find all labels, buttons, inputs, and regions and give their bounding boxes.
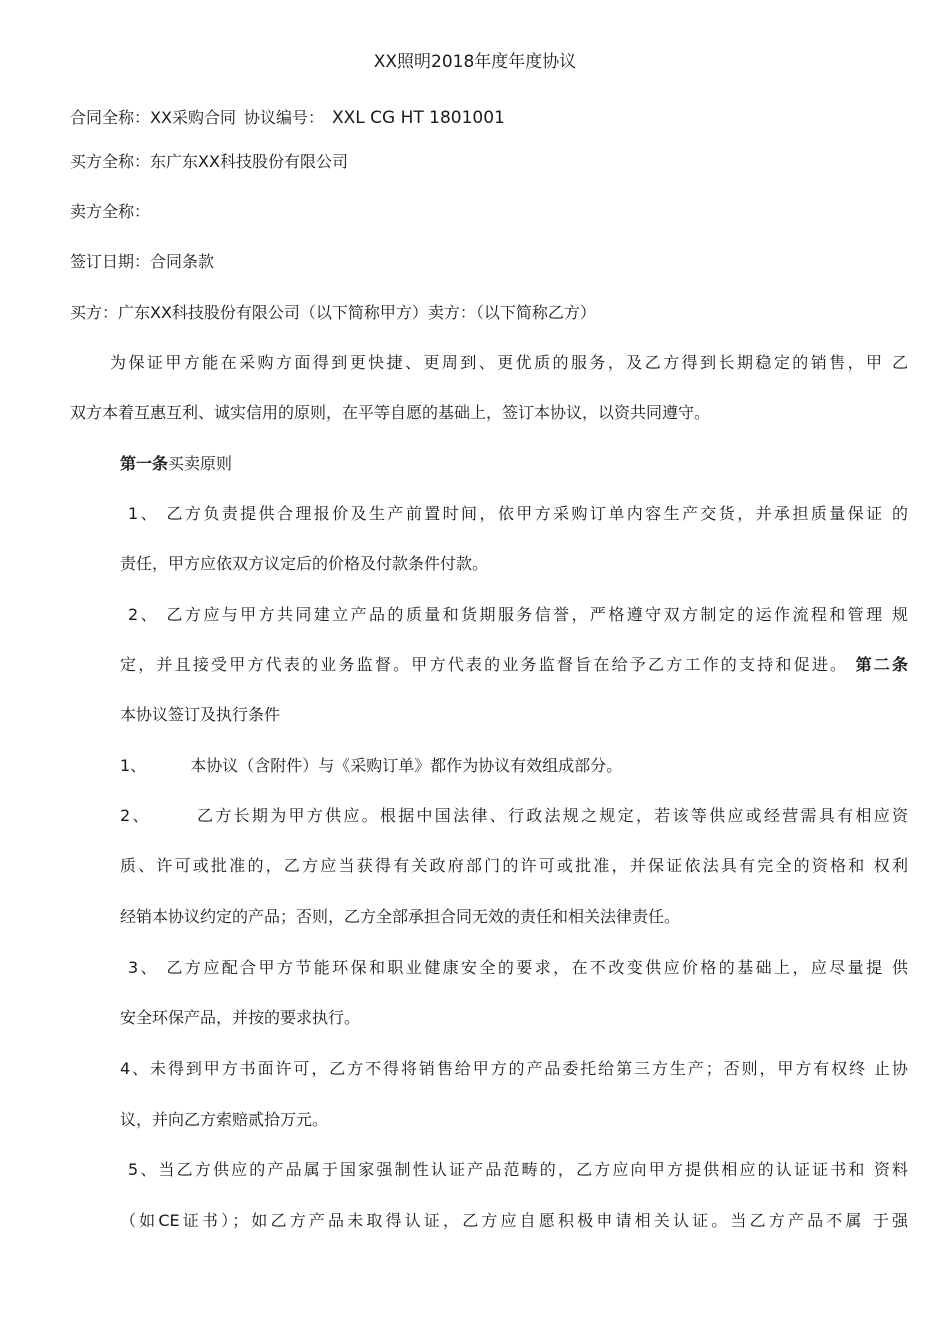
sign-date-label: 签订日期：	[70, 252, 151, 271]
article-2-item-3-line-1: 3、 乙方应配合甲方节能环保和职业健康安全的要求，在不改变供应价格的基础上，应尽量提 供	[128, 958, 908, 977]
article-2-item-2-number: 2、	[120, 806, 151, 825]
intro-paragraph-line-1: 为保证甲方能在采购方面得到更快捷、更周到、更优质的服务，及乙方得到长期稳定的销售，甲 乙	[110, 353, 908, 372]
article-1-item-2-line-1: 2、 乙方应与甲方共同建立产品的质量和货期服务信誉，严格遵守双方制定的运作流程和管理 规	[128, 605, 908, 624]
article-2-item-1-text: 本协议（含附件）与《采购订单》都作为协议有效组成部分。	[190, 756, 623, 775]
article-2-item-1-number: 1、	[120, 756, 147, 775]
article-2-item-1	[120, 755, 622, 777]
article-1-heading-bold: 第一条	[120, 454, 169, 473]
agreement-no-value: XXL CG HT 1801001	[331, 108, 505, 128]
article-2-item-4-line-1: 4、未得到甲方书面许可，乙方不得将销售给甲方的产品委托给第三方生产；否则，甲方有权终 止协	[120, 1059, 908, 1078]
buyer-label: 买方全称：	[70, 152, 151, 171]
article-2-item-2-line-2: 质、许可或批准的，乙方应当获得有关政府部门的许可或批准，并保证依法具有完全的资格和 权利	[120, 856, 908, 875]
contract-name-value: XX采购合同	[150, 108, 236, 127]
agreement-no-label: 协议编号：	[243, 108, 324, 127]
buyer-line	[70, 151, 348, 173]
intro-paragraph-line-2: 双方本着互惠互利、诚实信用的原则，在平等自愿的基础上，签订本协议，以资共同遵守。	[70, 403, 711, 422]
sign-date-line	[70, 251, 214, 273]
contract-name-line	[70, 107, 505, 129]
sign-date-value: 合同条款	[150, 252, 215, 271]
buyer-value: 东广东XX科技股份有限公司	[150, 152, 348, 171]
article-2-item-3-line-2: 安全环保产品，并按的要求执行。	[120, 1008, 361, 1027]
article-1-item-2-line-2-text: 定，并且接受甲方代表的业务监督。甲方代表的业务监督旨在给予乙方工作的支持和促进。	[120, 655, 849, 674]
article-1-item-1-line-2: 责任，甲方应依双方议定后的价格及付款条件付款。	[120, 554, 489, 573]
article-2-item-5-line-2: （如CE证书）；如乙方产品未取得认证，乙方应自愿积极申请相关认证。当乙方产品不属 于强	[120, 1211, 908, 1230]
article-2-item-2-line-3: 经销本协议约定的产品；否则，乙方全部承担合同无效的责任和相关法律责任。	[120, 907, 681, 926]
seller-line	[70, 201, 150, 223]
seller-label: 卖方全称：	[70, 202, 151, 221]
article-2-item-2-line-1-text: 乙方长期为甲方供应。根据中国法律、行政法规之规定，若该等供应或经营需具有相应资	[194, 806, 908, 825]
article-2-item-2-line-1	[120, 805, 908, 827]
contract-name-label: 合同全称：	[70, 108, 151, 127]
article-2-heading: 本协议签订及执行条件	[120, 705, 281, 724]
article-1-heading-text: 买卖原则	[168, 454, 233, 473]
article-1-item-2-line-2	[120, 654, 908, 676]
parties-line: 买方：广东XX科技股份有限公司（以下简称甲方）卖方：（以下简称乙方）	[70, 303, 596, 322]
article-2-heading-bold: 第二条	[855, 655, 908, 674]
article-2-item-5-line-1: 5、当乙方供应的产品属于国家强制性认证产品范畴的，乙方应向甲方提供相应的认证证书和 资料	[128, 1160, 908, 1179]
document-title: XX照明2018年度年度协议	[373, 52, 577, 72]
article-1-heading	[120, 453, 232, 475]
article-2-item-4-line-2: 议，并向乙方索赔贰拾万元。	[120, 1110, 329, 1129]
article-1-item-1-line-1: 1、 乙方负责提供合理报价及生产前置时间，依甲方采购订单内容生产交货，并承担质量保证 的	[128, 504, 908, 523]
